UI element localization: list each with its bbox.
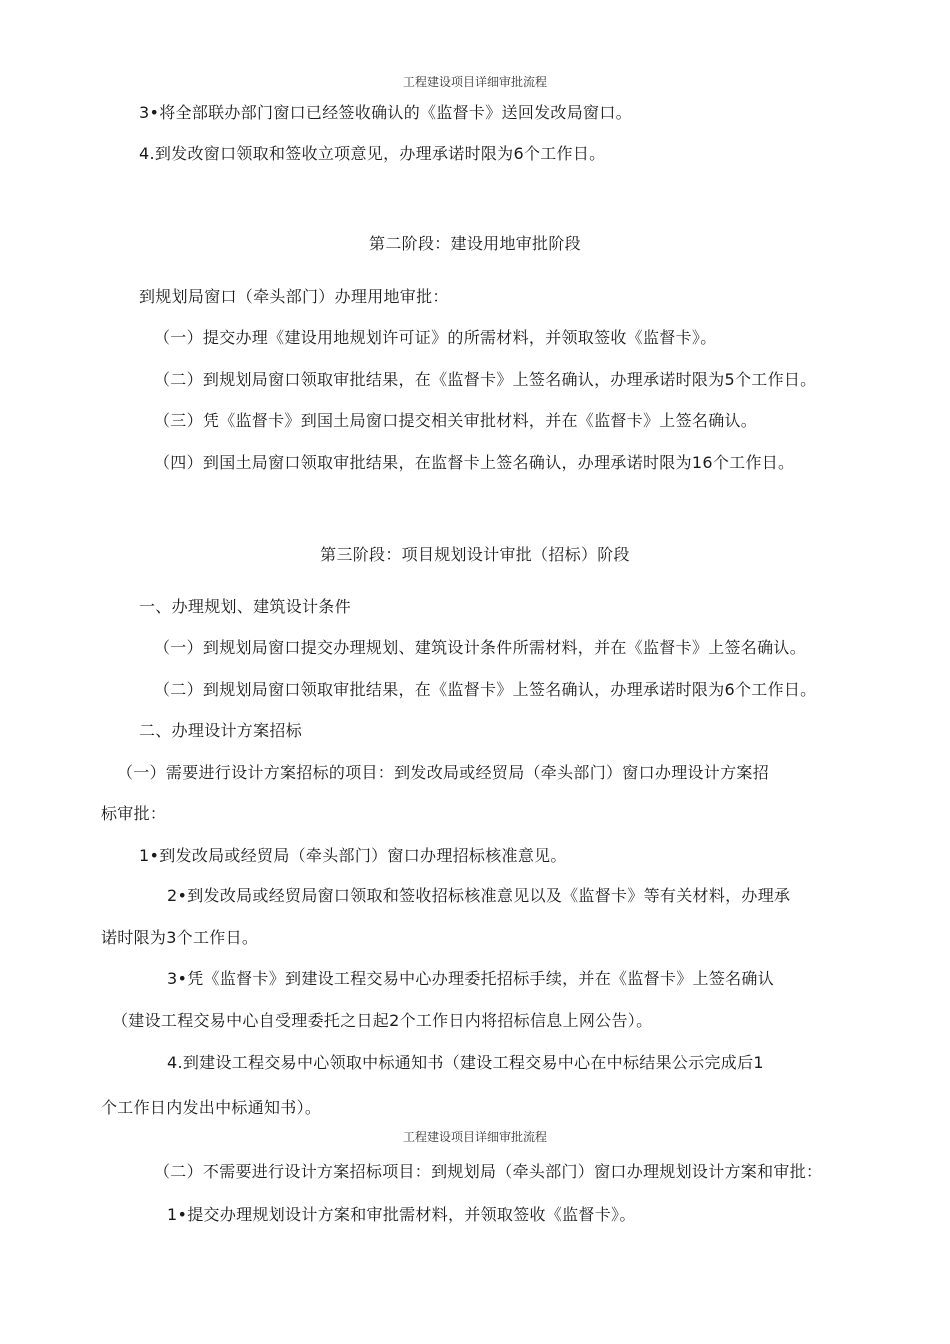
page-header-top: 工程建设项目详细审批流程 <box>402 75 547 89</box>
stage3-section1-title: 一、办理规划、建筑设计条件 <box>139 597 351 616</box>
stage3-section2-a-step3-line1: 3•凭《监督卡》到建设工程交易中心办理委托招标手续，并在《监督卡》上签名确认 <box>167 969 775 988</box>
page-header-bottom: 工程建设项目详细审批流程 <box>402 1130 547 1144</box>
stage3-section2-a-step2-line2: 诺时限为3个工作日。 <box>101 928 259 947</box>
stage3-section2-title: 二、办理设计方案招标 <box>139 721 303 740</box>
stage3-section1-item-1: （一）到规划局窗口提交办理规划、建筑设计条件所需材料，并在《监督卡》上签名确认。 <box>154 638 807 657</box>
stage3-section2-b-step1: 1•提交办理规划设计方案和审批需材料，并领取签收《监督卡》。 <box>167 1205 636 1224</box>
stage3-section1-item-2: （二）到规划局窗口领取审批结果，在《监督卡》上签名确认，办理承诺时限为6个工作日。 <box>154 680 817 699</box>
stage3-section2-a-line2: 标审批： <box>101 804 167 823</box>
stage1-step3: 3•将全部联办部门窗口已经签收确认的《监督卡》送回发改局窗口。 <box>139 103 632 122</box>
stage3-section2-a-step4-line1: 4.到建设工程交易中心领取中标通知书（建设工程交易中心在中标结果公示完成后1 <box>167 1053 764 1072</box>
stage3-section2-a-step3-line2: （建设工程交易中心自受理委托之日起2个工作日内将招标信息上网公告）。 <box>112 1011 653 1030</box>
stage2-intro: 到规划局窗口（牵头部门）办理用地审批： <box>139 287 449 306</box>
stage2-item-4: （四）到国土局窗口领取审批结果，在监督卡上签名确认，办理承诺时限为16个工作日。 <box>154 453 795 472</box>
stage2-item-2: （二）到规划局窗口领取审批结果，在《监督卡》上签名确认，办理承诺时限为5个工作日。 <box>154 370 817 389</box>
stage1-step4: 4.到发改窗口领取和签收立项意见，办理承诺时限为6个工作日。 <box>139 144 606 163</box>
stage2-item-1: （一）提交办理《建设用地规划许可证》的所需材料，并领取签收《监督卡》。 <box>154 328 717 347</box>
stage2-item-3: （三）凭《监督卡》到国土局窗口提交相关审批材料，并在《监督卡》上签名确认。 <box>154 411 758 430</box>
stage3-title: 第三阶段：项目规划设计审批（招标）阶段 <box>320 545 630 564</box>
stage3-section2-a-step1: 1•到发改局或经贸局（牵头部门）窗口办理招标核准意见。 <box>139 846 567 865</box>
stage3-section2-a-line1: （一）需要进行设计方案招标的项目：到发改局或经贸局（牵头部门）窗口办理设计方案招 <box>117 763 770 782</box>
stage3-section2-b-line1: （二）不需要进行设计方案招标项目：到规划局（牵头部门）窗口办理规划设计方案和审批： <box>154 1162 823 1181</box>
stage2-title: 第二阶段：建设用地审批阶段 <box>369 234 581 253</box>
stage3-section2-a-step2-line1: 2•到发改局或经贸局窗口领取和签收招标核准意见以及《监督卡》等有关材料，办理承 <box>167 886 791 905</box>
stage3-section2-a-step4-line2: 个工作日内发出中标通知书）。 <box>101 1098 322 1117</box>
